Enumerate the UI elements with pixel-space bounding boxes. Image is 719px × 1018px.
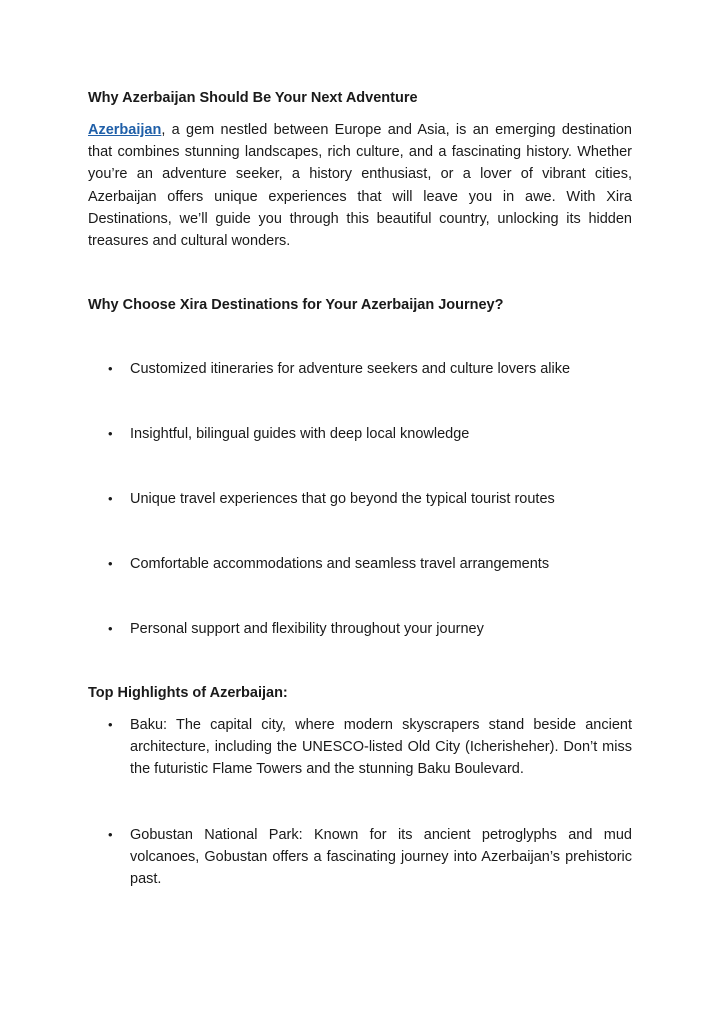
list-item-text: Comfortable accommodations and seamless travel arrangements	[130, 556, 550, 572]
section-why-choose	[88, 294, 632, 316]
list-item-text: Baku: The capital city, where modern skyscrapers stand beside ancient architecture, including the UNESCO-listed Old City (Icherisheher). Don’t miss the futuristic Flame Towers and the stunning Baku Boulevard.	[130, 717, 632, 778]
bullet-icon: •	[108, 556, 113, 571]
intro-paragraph-block	[88, 119, 632, 252]
heading-why-azerbaijan: Why Azerbaijan Should Be Your Next Adventure	[88, 90, 418, 106]
list-item-text: Customized itineraries for adventure seekers and culture lovers alike	[130, 361, 571, 377]
list-item-text: Unique travel experiences that go beyond the typical tourist routes	[130, 491, 555, 507]
list-item-text: Personal support and flexibility throughout your journey	[130, 621, 484, 637]
intro-paragraph-text: , a gem nestled between Europe and Asia, is an emerging destination that combines stunning landscapes, rich culture, and a fascinating history. Whether you’re an adventure seeker, a history enthusiast, or a lover of vibrant cities, Azerbaijan offers unique experiences that will leave you in awe. With Xira Destinations, we’ll guide you through this beautiful country, unlocking its hidden treasures and cultural wonders.	[88, 122, 632, 250]
bullet-icon: •	[108, 827, 113, 842]
section-intro	[88, 87, 632, 109]
list-item-text: Gobustan National Park: Known for its ancient petroglyphs and mud volcanoes, Gobustan offers a fascinating journey into Azerbaijan’s prehistoric past.	[130, 827, 632, 888]
intro-paragraph	[88, 119, 632, 252]
bullet-icon: •	[108, 717, 113, 732]
bullet-icon: •	[108, 621, 113, 636]
bullet-icon: •	[108, 426, 113, 441]
bullet-icon: •	[108, 361, 113, 376]
list-item-text: Insightful, bilingual guides with deep local knowledge	[130, 426, 470, 442]
heading-why-choose: Why Choose Xira Destinations for Your Azerbaijan Journey?	[88, 297, 504, 313]
section-highlights	[88, 682, 632, 704]
heading-top-highlights: Top Highlights of Azerbaijan:	[88, 685, 288, 701]
bullet-icon: •	[108, 491, 113, 506]
azerbaijan-link[interactable]: Azerbaijan	[88, 122, 162, 138]
